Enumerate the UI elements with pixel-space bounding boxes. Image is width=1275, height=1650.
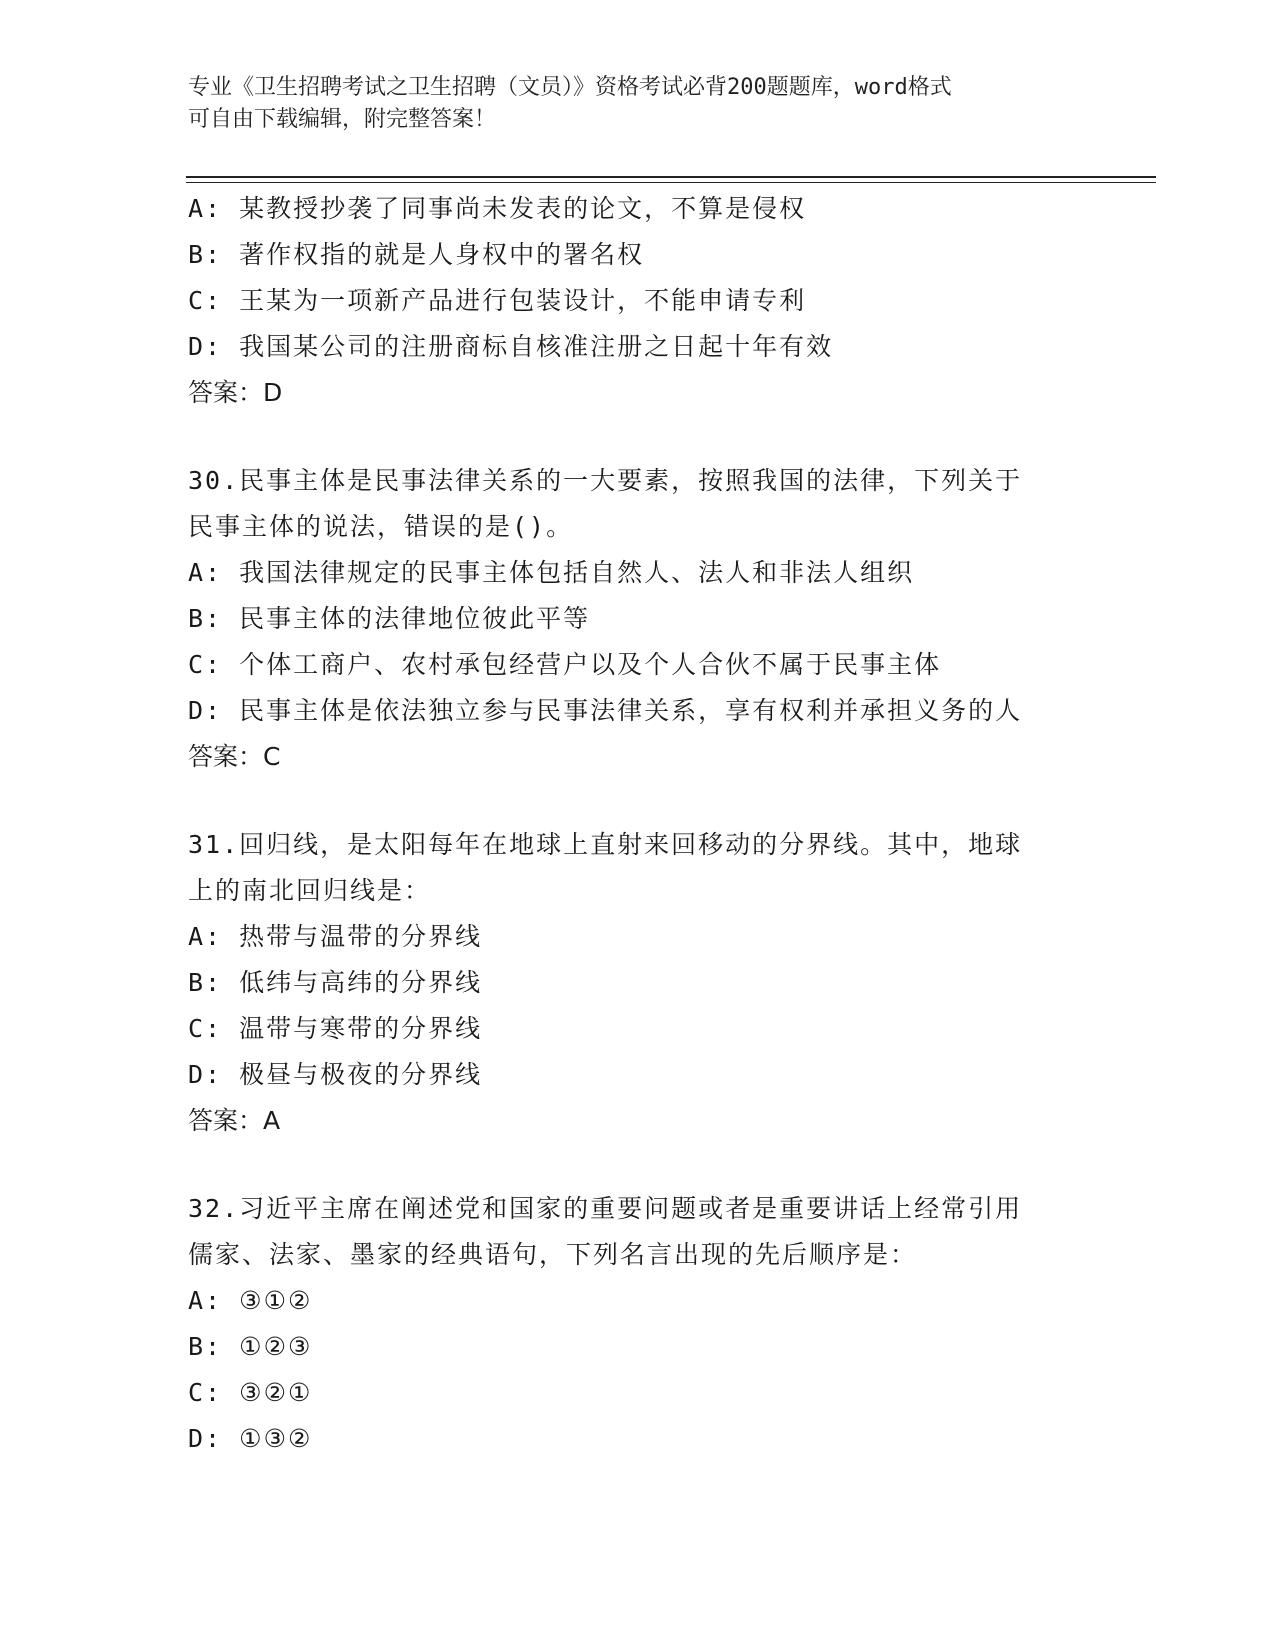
option-a: A: 某教授抄袭了同事尚未发表的论文，不算是侵权 <box>188 194 807 223</box>
option-d: D: 民事主体是依法独立参与民事法律关系，享有权利并承担义务的人 <box>188 696 1023 725</box>
option-b: B: 民事主体的法律地位彼此平等 <box>188 604 591 633</box>
header-divider-thin <box>186 182 1156 183</box>
option-c: C: 温带与寒带的分界线 <box>188 1014 483 1043</box>
answer-line: 答案：C <box>188 742 281 771</box>
option-a: A: ③①② <box>188 1286 313 1315</box>
question-stem-continued: 民事主体的说法，错误的是()。 <box>188 512 574 541</box>
option-b: B: ①②③ <box>188 1332 313 1361</box>
header-divider-thick <box>186 176 1156 178</box>
option-a: A: 热带与温带的分界线 <box>188 922 483 951</box>
option-d: D: 我国某公司的注册商标自核准注册之日起十年有效 <box>188 332 834 361</box>
question-list <box>188 186 1088 1462</box>
option-c: C: 王某为一项新产品进行包装设计，不能申请专利 <box>188 286 807 315</box>
question-stem: 31.回归线，是太阳每年在地球上直射来回移动的分界线。其中，地球 <box>188 830 1023 859</box>
option-b: B: 低纬与高纬的分界线 <box>188 968 483 997</box>
question-stem-continued: 儒家、法家、墨家的经典语句，下列名言出现的先后顺序是： <box>188 1240 918 1269</box>
header-title-line-1: 专业《卫生招聘考试之卫生招聘（文员）》资格考试必背200题题库，word格式 <box>188 75 952 100</box>
question-30 <box>188 458 1088 780</box>
document-header <box>188 72 1068 136</box>
header-title-line-2: 可自由下载编辑，附完整答案！ <box>188 107 497 132</box>
option-c: C: 个体工商户、农村承包经营户以及个人合伙不属于民事主体 <box>188 650 942 679</box>
option-d: D: 极昼与极夜的分界线 <box>188 1060 483 1089</box>
answer-line: 答案：D <box>188 378 283 407</box>
question-stem-continued: 上的南北回归线是： <box>188 876 432 905</box>
option-a: A: 我国法律规定的民事主体包括自然人、法人和非法人组织 <box>188 558 915 587</box>
question-32 <box>188 1186 1088 1462</box>
option-d: D: ①③② <box>188 1424 313 1453</box>
question-stem: 32.习近平主席在阐述党和国家的重要问题或者是重要讲话上经常引用 <box>188 1194 1023 1223</box>
question-31 <box>188 822 1088 1144</box>
option-c: C: ③②① <box>188 1378 313 1407</box>
answer-line: 答案：A <box>188 1106 281 1135</box>
question-stem: 30.民事主体是民事法律关系的一大要素，按照我国的法律，下列关于 <box>188 466 1023 495</box>
question-29 <box>188 186 1088 416</box>
option-b: B: 著作权指的就是人身权中的署名权 <box>188 240 645 269</box>
